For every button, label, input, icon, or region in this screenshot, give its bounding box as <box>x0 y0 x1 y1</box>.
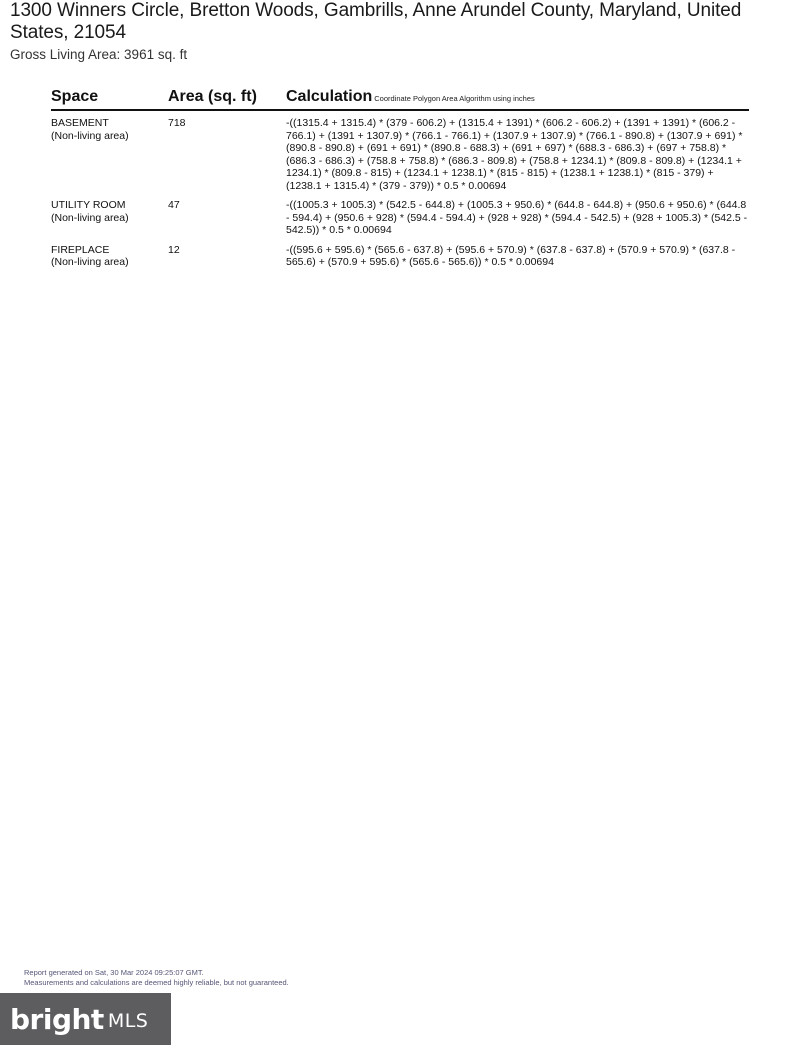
logo-suffix-text: MLS <box>107 1010 149 1032</box>
property-address: 1300 Winners Circle, Bretton Woods, Gambrills, Anne Arundel County, Maryland, United States, 21054 <box>10 0 742 43</box>
logo-brand-text: bright <box>10 1002 104 1036</box>
calculation-formula: -((595.6 + 595.6) * (565.6 - 637.8) + (595.6 + 570.9) * (637.8 - 637.8) + (570.9 + 570.9) * (637.8 - 565.6) + (570.9 + 595.6) * (565.6 - 565.6)) * 0.5 * 0.00694 <box>286 243 736 268</box>
column-header-calculation-label: Calculation <box>286 88 373 105</box>
report-generated-text: Report generated on Sat, 30 Mar 2024 09:25:07 GMT. <box>24 968 204 977</box>
gross-living-area: Gross Living Area: 3961 sq. ft <box>10 47 188 62</box>
area-calculation-table <box>51 88 749 269</box>
disclaimer-text: Measurements and calculations are deemed highly reliable, but not guaranteed. <box>24 978 289 987</box>
space-type: (Non-living area) <box>51 129 129 142</box>
bright-mls-logo <box>0 993 171 1045</box>
column-header-space: Space <box>51 88 99 105</box>
calculation-formula: -((1005.3 + 1005.3) * (542.5 - 644.8) + (1005.3 + 950.6) * (644.8 - 644.8) + (950.6 + 950.6) * (644.8 - 594.4) + (950.6 + 928) * (594.4 - 594.4) + (928 + 928) * (594.4 - 542.5) + (928 + 1005.3) * (542.5 - 542.5)) * 0.5 * 0.00694 <box>286 199 748 236</box>
space-type: (Non-living area) <box>51 256 129 268</box>
space-cell <box>51 117 168 142</box>
space-cell <box>51 244 168 269</box>
space-name: BASEMENT <box>51 117 109 129</box>
space-name: FIREPLACE <box>51 243 110 256</box>
table-row <box>51 199 749 237</box>
table-header <box>51 88 749 111</box>
report-header <box>10 0 790 62</box>
area-value: 718 <box>168 117 186 129</box>
space-name: UTILITY ROOM <box>51 199 126 211</box>
table-row <box>51 244 749 269</box>
table-row <box>51 117 749 192</box>
calculation-formula: -((1315.4 + 1315.4) * (379 - 606.2) + (1315.4 + 1391) * (606.2 - 606.2) + (1391 + 1391) * (606.2 - 766.1) + (1391 + 1307.9) * (766.1 - 766.1) + (1307.9 + 1307.9) * (766.1 - 890.8) + (1307.9 + 691) * (890.8 - 890.8) + (691 + 691) * (890.8 - 688.3) + (691 + 697) * (688.3 - 686.3) + (697 + 758.8) * (686.3 - 686.3) + (758.8 + 758.8) * (686.3 - 809.8) + (758.8 + 1234.1) * (809.8 - 809.8) + (1234.1 + 1234.1) * (809.8 - 815) + (1234.1 + 1238.1) * (815 - 815) + (1238.1 + 1238.1) * (815 - 379) + (1238.1 + 1315.4) * (379 - 379)) * 0.5 * 0.00694 <box>286 117 743 192</box>
space-type: (Non-living area) <box>51 211 129 224</box>
column-header-area: Area (sq. ft) <box>168 88 257 105</box>
area-value: 12 <box>168 243 180 256</box>
space-cell <box>51 199 168 224</box>
column-header-calculation <box>286 88 749 106</box>
area-value: 47 <box>168 199 180 211</box>
report-footer <box>24 968 289 988</box>
calculation-method-note: Coordinate Polygon Area Algorithm using inches <box>374 94 535 103</box>
